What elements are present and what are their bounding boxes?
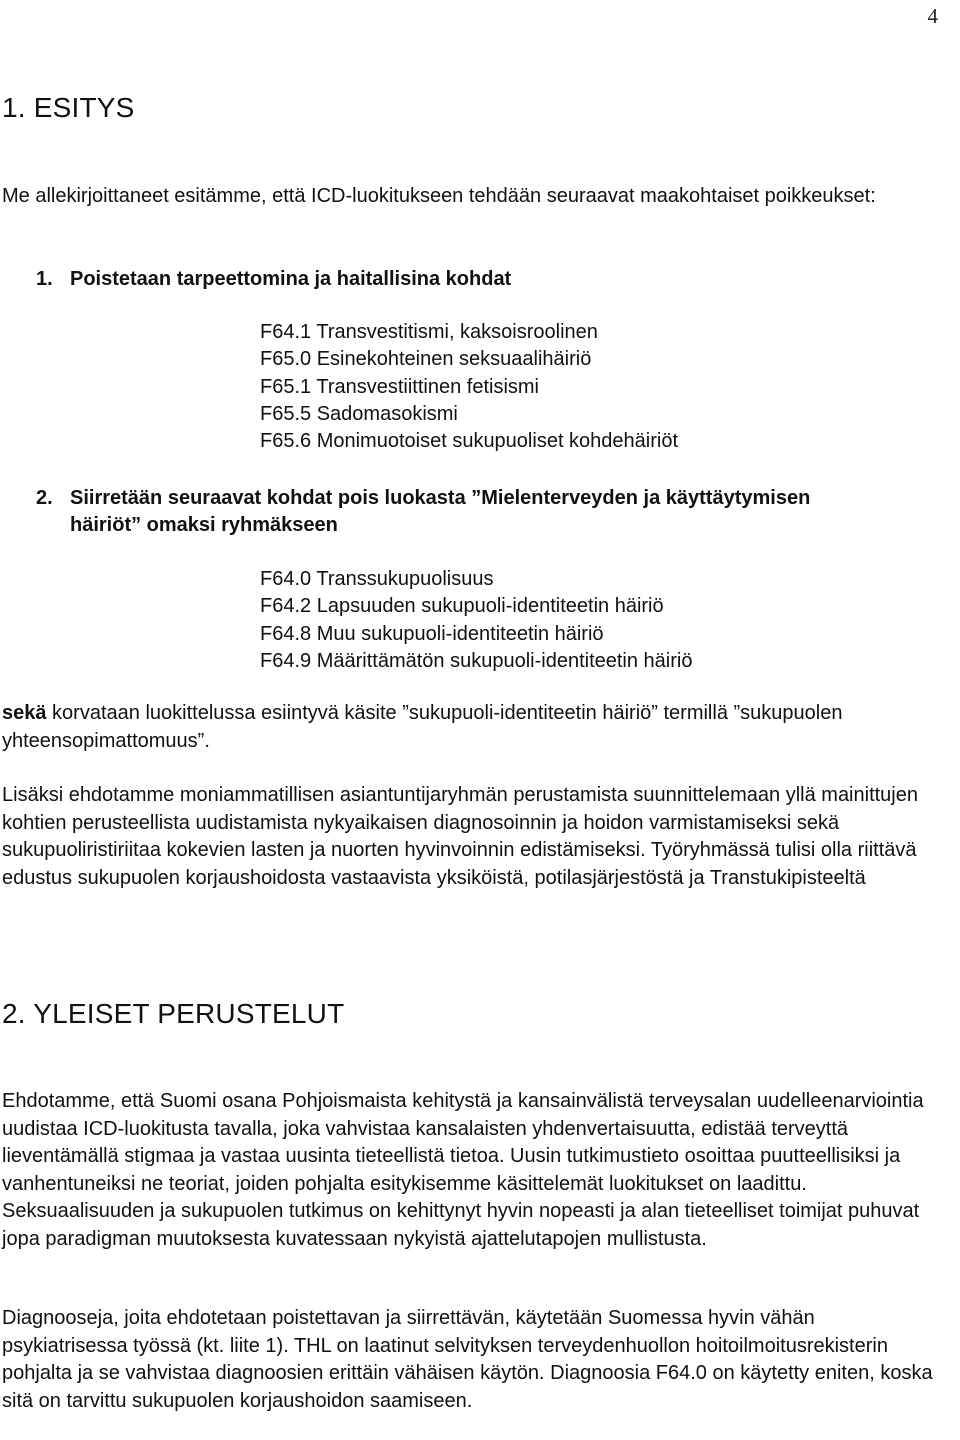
list-item: F64.2 Lapsuuden sukupuoli-identiteetin häiriö	[260, 595, 664, 618]
section-2-paragraph-2: Diagnooseja, joita ehdotetaan poistettavan ja siirrettävän, käytetään Suomessa hyvin vähän psykiatrisessa työssä (kt. liite 1). THL on laatinut selvityksen terveydenhuollon hoitoilmoitusrekisterin pohjalta ja se vahvistaa diagnoosien erittäin vähäisen käytön. Diagnoosia F64.0 on käytetty eniten, koska sitä on tarvittu sukupuolen korjaushoidon saamiseen.	[2, 1307, 933, 1412]
item-1-number: 1.	[36, 268, 53, 290]
replacement-paragraph	[2, 700, 937, 755]
item-1-title-text: Poistetaan tarpeettomina ja haitallisina kohdat	[70, 268, 512, 290]
list-item: F64.8 Muu sukupuoli-identiteetin häiriö	[260, 622, 604, 645]
section-1-heading: 1. ESITYS	[2, 92, 135, 123]
list-item: F64.9 Määrittämätön sukupuoli-identiteetin häiriö	[260, 649, 693, 672]
list-item: F65.5 Sadomasokismi	[260, 402, 458, 425]
item-2-title-line-2: häiriöt” omaksi ryhmäkseen	[70, 514, 338, 536]
section-2-heading: 2. YLEISET PERUSTELUT	[2, 998, 345, 1029]
item-2-title	[36, 485, 810, 539]
replacement-text: korvataan luokittelussa esiintyvä käsite ”sukupuoli-identiteetin häiriö” termillä ”sukupuolen yhteensopimattomuus”.	[2, 702, 843, 752]
list-item: F64.1 Transvestitismi, kaksoisroolinen	[260, 321, 598, 343]
section-2-paragraph-1: Ehdotamme, että Suomi osana Pohjoismaista kehitystä ja kansainvälistä terveysalan uudelleenarviointia uudistaa ICD-luokitusta tavalla, joka vahvistaa kansalaisten yhdenvertaisuutta, edistää terveyttä lieventämällä stigmaa ja vastaa uusinta tieteellistä tietoa. Uusin tutkimustieto osoittaa puutteellisiksi ja vanhentuneiksi ne teoriat, joiden pohjalta esitykisemme käsittelemät luokitukset on laadittu. Seksuaalisuuden ja sukupuolen tutkimus on kehittynyt hyvin nopeasti ja alan tieteelliset toimijat puhuvat jopa paradigman muutoksesta kuvatessaan nykyistä ajattelutapojen mullistusta.	[2, 1090, 924, 1250]
section-1-intro: Me allekirjoittaneet esitämme, että ICD-luokitukseen tehdään seuraavat maakohtaiset poikkeukset:	[2, 185, 876, 207]
additional-proposal-paragraph: Lisäksi ehdotamme moniammatillisen asiantuntijaryhmän perustamista suunnittelemaan yllä mainittujen kohtien perusteellista uudistamista nykyaikaisen diagnosoinnin ja hoidon varmistamiseksi sekä sukupuoliristiriitaa kokevien lasten ja nuorten hyvinvoinnin edistämiseksi. Työryhmässä tulisi olla riittävä edustus sukupuolen korjaushoidosta vastaavista yksiköistä, potilasjärjestöstä ja Transtukipisteeltä	[2, 784, 918, 889]
page-number: 4	[927, 4, 938, 28]
list-item: F65.1 Transvestiittinen fetisismi	[260, 375, 539, 398]
item-2-code-list	[260, 566, 692, 675]
replacement-bold-word: sekä	[2, 702, 47, 724]
list-item: F65.0 Esinekohteinen seksuaalihäiriö	[260, 348, 592, 371]
list-item: F64.0 Transsukupuolisuus	[260, 568, 494, 590]
item-1-title	[36, 266, 511, 293]
item-2-title-line-1: Siirretään seuraavat kohdat pois luokasta ”Mielenterveyden ja käyttäytymisen	[70, 487, 811, 509]
list-item: F65.6 Monimuotoiset sukupuoliset kohdehäiriöt	[260, 430, 679, 453]
item-2-number: 2.	[36, 487, 53, 509]
item-1-code-list	[260, 319, 678, 455]
